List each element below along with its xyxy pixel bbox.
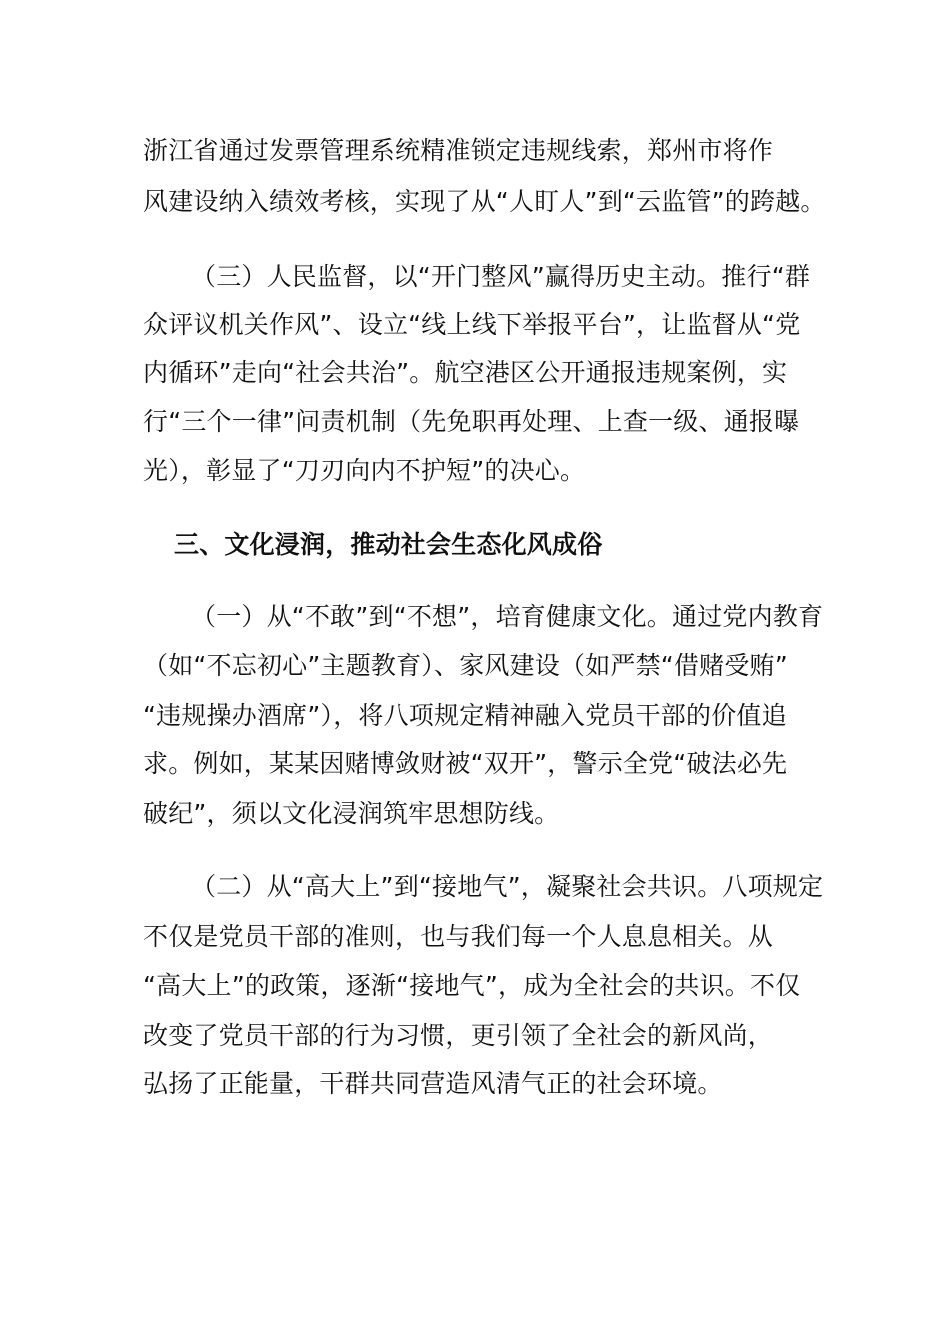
paragraph-line: （一）从“不敢”到“不想”，培育健康文化。通过党内教育 <box>191 602 824 631</box>
paragraph-line: “高大上”的政策，逐渐“接地气”，成为全社会的共识。不仅 <box>143 971 801 1000</box>
paragraph-line: 改变了党员干部的行为习惯，更引领了全社会的新风尚， <box>143 1021 774 1050</box>
paragraph-line: （如“不忘初心”主题教育）、家风建设（如严禁“借赌受贿” <box>143 651 788 680</box>
paragraph-line: （三）人民监督，以“开门整风”赢得历史主动。推行“群 <box>191 262 811 291</box>
paragraph-line: “违规操办酒席”），将八项规定精神融入党员干部的价值追 <box>143 701 787 730</box>
paragraph-line: 不仅是党员干部的准则，也与我们每一个人息息相关。从 <box>143 922 774 951</box>
paragraph-line: 弘扬了正能量，干群共同营造风清气正的社会环境。 <box>143 1069 723 1098</box>
paragraph-line: 众评议机关作风”、设立“线上线下举报平台”，让监督从“党 <box>143 310 801 339</box>
paragraph-line: 行“三个一律”问责机制（先免职再处理、上查一级、通报曝 <box>143 407 800 436</box>
paragraph-line: 内循环”走向“社会共治”。航空港区公开通报违规案例，实 <box>143 358 788 387</box>
paragraph-line: 破纪”，须以文化浸润筑牢思想防线。 <box>143 799 560 828</box>
paragraph-line: 浙江省通过发票管理系统精准锁定违规线索，郑州市将作 <box>143 136 774 165</box>
paragraph-line: 风建设纳入绩效考核，实现了从“人盯人”到“云监管”的跨越。 <box>143 187 826 216</box>
section-heading: 三、文化浸润，推动社会生态化风成俗 <box>174 530 603 559</box>
paragraph-line: 求。例如，某某因赌博敛财被“双开”，警示全党“破法必先 <box>143 749 788 778</box>
paragraph-line: 光），彰显了“刀刃向内不护短”的决心。 <box>143 456 586 485</box>
paragraph-line: （二）从“高大上”到“接地气”，凝聚社会共识。八项规定 <box>191 872 824 901</box>
